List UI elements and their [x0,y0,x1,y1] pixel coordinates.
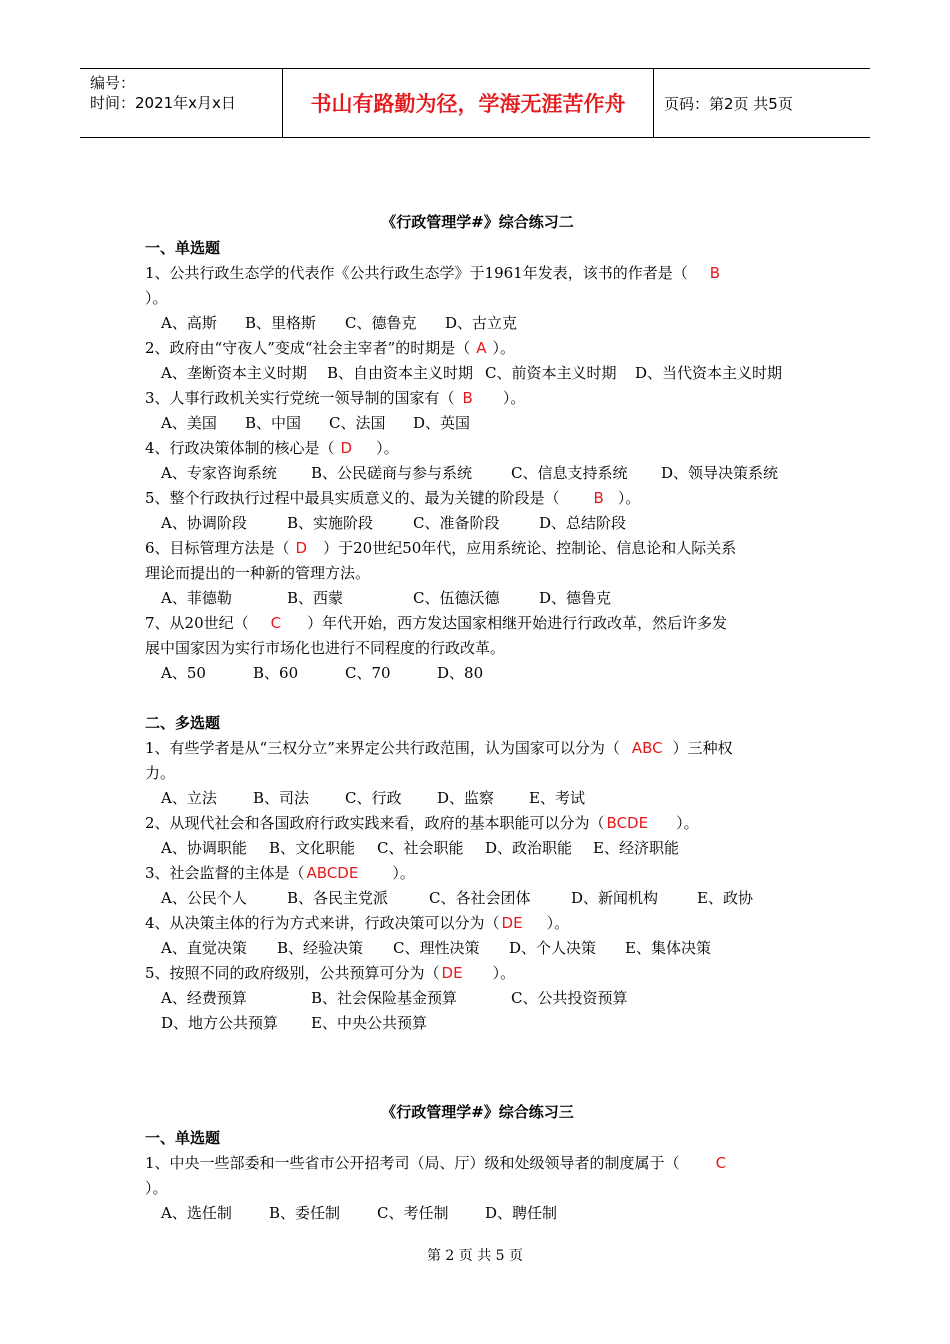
exercise-3-title: 《行政管理学#》综合练习三 [381,1103,574,1121]
option: C、法国 [329,414,386,432]
option: E、政协 [697,889,753,907]
option: B、自由资本主义时期 [327,364,474,382]
section-single-choice: 一、单选题 [145,239,221,257]
document-body [145,208,810,1226]
option: A、高斯 [161,314,217,332]
option: A、协调阶段 [161,514,247,532]
page-header [80,68,870,138]
answer: B [462,389,473,407]
question-text: 2、政府由“守夜人”变成“社会主宰者”的时期是（ A ）。 [145,339,516,357]
spacer [145,1036,810,1098]
options-row [145,936,810,961]
question-text: ）。 [145,289,168,307]
option: E、考试 [529,789,585,807]
number-label: 编号： [90,74,136,92]
answer: DE [501,914,523,932]
option: D、领导决策系统 [661,464,779,482]
question-text: 3、人事行政机关实行党统一领导制的国家有（ B ）。 [145,389,526,407]
options-row [145,1201,810,1226]
question-text: 1、公共行政生态学的代表作《公共行政生态学》于1961年发表，该书的作者是（ B [145,264,721,282]
question-text: 1、中央一些部委和一些省市公开招考司（局、厅）级和处级领导者的制度属于（ C [145,1154,727,1172]
option: C、前资本主义时期 [485,364,617,382]
option: B、西蒙 [287,589,344,607]
question-text: 4、从决策主体的行为方式来讲，行政决策可以分为（ DE ）。 [145,914,570,932]
question-text: 2、从现代社会和各国政府行政实践来看，政府的基本职能可以分为（ BCDE ）。 [145,814,699,832]
option: D、政治职能 [485,839,573,857]
option: C、准备阶段 [413,514,500,532]
options-row [145,661,810,686]
options-row [145,411,810,436]
option: B、实施阶段 [287,514,374,532]
option: C、行政 [345,789,402,807]
options-row [145,1011,810,1036]
question-text: 1、有些学者是从“三权分立”来界定公共行政范围，认为国家可以分为（ ABC ）三种权 [145,739,733,757]
option: D、古立克 [445,314,518,332]
option: A、选任制 [161,1204,232,1222]
option: D、个人决策 [509,939,597,957]
option: A、50 [161,664,206,682]
option: D、聘任制 [485,1204,558,1222]
option: D、总结阶段 [539,514,627,532]
option: B、经验决策 [277,939,364,957]
option: C、社会职能 [377,839,464,857]
question-text: 5、按照不同的政府级别，公共预算可分为（ DE ）。 [145,964,516,982]
option: C、公共投资预算 [511,989,628,1007]
question-text: 3、社会监督的主体是（ ABCDE ）。 [145,864,415,882]
header-page-info: 页码：第2页 共5页 [664,94,793,113]
option: E、经济职能 [593,839,679,857]
option: D、德鲁克 [539,589,612,607]
answer: C [715,1154,727,1172]
options-row [145,786,810,811]
option: A、垄断资本主义时期 [161,364,307,382]
options-row [145,311,810,336]
option: E、中央公共预算 [311,1014,427,1032]
option: C、理性决策 [393,939,480,957]
option: D、当代资本主义时期 [635,364,783,382]
question-text: 理论而提出的一种新的管理方法。 [145,564,371,582]
option: A、立法 [161,789,217,807]
answer: C [270,614,282,632]
question-text: 力。 [145,764,176,782]
option: B、各民主党派 [287,889,389,907]
answer: B [709,264,721,282]
option: B、里格斯 [245,314,317,332]
option: C、信息支持系统 [511,464,628,482]
option: A、公民个人 [161,889,247,907]
options-row [145,986,810,1011]
page-footer: 第 2 页 共 5 页 [426,1248,524,1264]
option: C、70 [345,664,391,682]
option: A、经费预算 [161,989,247,1007]
option: D、监察 [437,789,495,807]
question-text: 4、行政决策体制的核心是（ D ）。 [145,439,399,457]
answer: D [295,539,308,557]
option: A、美国 [161,414,217,432]
option: C、伍德沃德 [413,589,500,607]
answer: B [593,489,604,507]
option: B、司法 [253,789,310,807]
option: B、委任制 [269,1204,341,1222]
question-text: ）。 [145,1179,168,1197]
exercise-2-title: 《行政管理学#》综合练习二 [381,213,574,231]
question-text: 5、整个行政执行过程中最具实质意义的、最为关键的阶段是（ B ）。 [145,489,641,507]
option: C、各社会团体 [429,889,531,907]
option: B、公民磋商与参与系统 [311,464,473,482]
option: A、专家咨询系统 [161,464,277,482]
option: D、英国 [413,414,471,432]
spacer [145,686,810,711]
section-multi-choice: 二、多选题 [145,714,221,732]
question-text: 7、从20世纪（ C ）年代开始，西方发达国家相继开始进行行政改革，然后许多发 [145,614,728,632]
time-label: 时间：2021年x月x日 [90,94,236,112]
answer: DE [441,964,463,982]
option: B、文化职能 [269,839,356,857]
answer: ABCDE [306,864,359,882]
options-row [145,461,810,486]
option: D、地方公共预算 [161,1014,279,1032]
option: C、德鲁克 [345,314,417,332]
option: B、60 [253,664,299,682]
option: D、新闻机构 [571,889,659,907]
option: B、社会保险基金预算 [311,989,458,1007]
answer: D [340,439,353,457]
header-motto: 书山有路勤为径，学海无涯苦作舟 [282,69,654,137]
question-text: 展中国家因为实行市场化也进行不同程度的行政改革。 [145,639,506,657]
option: B、中国 [245,414,302,432]
header-meta [80,69,282,137]
option: A、协调职能 [161,839,247,857]
option: A、直觉决策 [161,939,247,957]
options-row [145,836,810,861]
answer: A [476,339,487,357]
answer: BCDE [606,814,649,832]
options-row [145,586,810,611]
options-row [145,886,810,911]
answer: ABC [631,739,663,757]
option: D、80 [437,664,484,682]
option: A、菲德勒 [161,589,232,607]
options-row [145,511,810,536]
option: C、考任制 [377,1204,449,1222]
question-text: 6、目标管理方法是（ D ）于20世纪50年代，应用系统论、控制论、信息论和人际关系 [145,539,737,557]
options-row [145,361,810,386]
option: E、集体决策 [625,939,711,957]
section-single-choice: 一、单选题 [145,1129,221,1147]
